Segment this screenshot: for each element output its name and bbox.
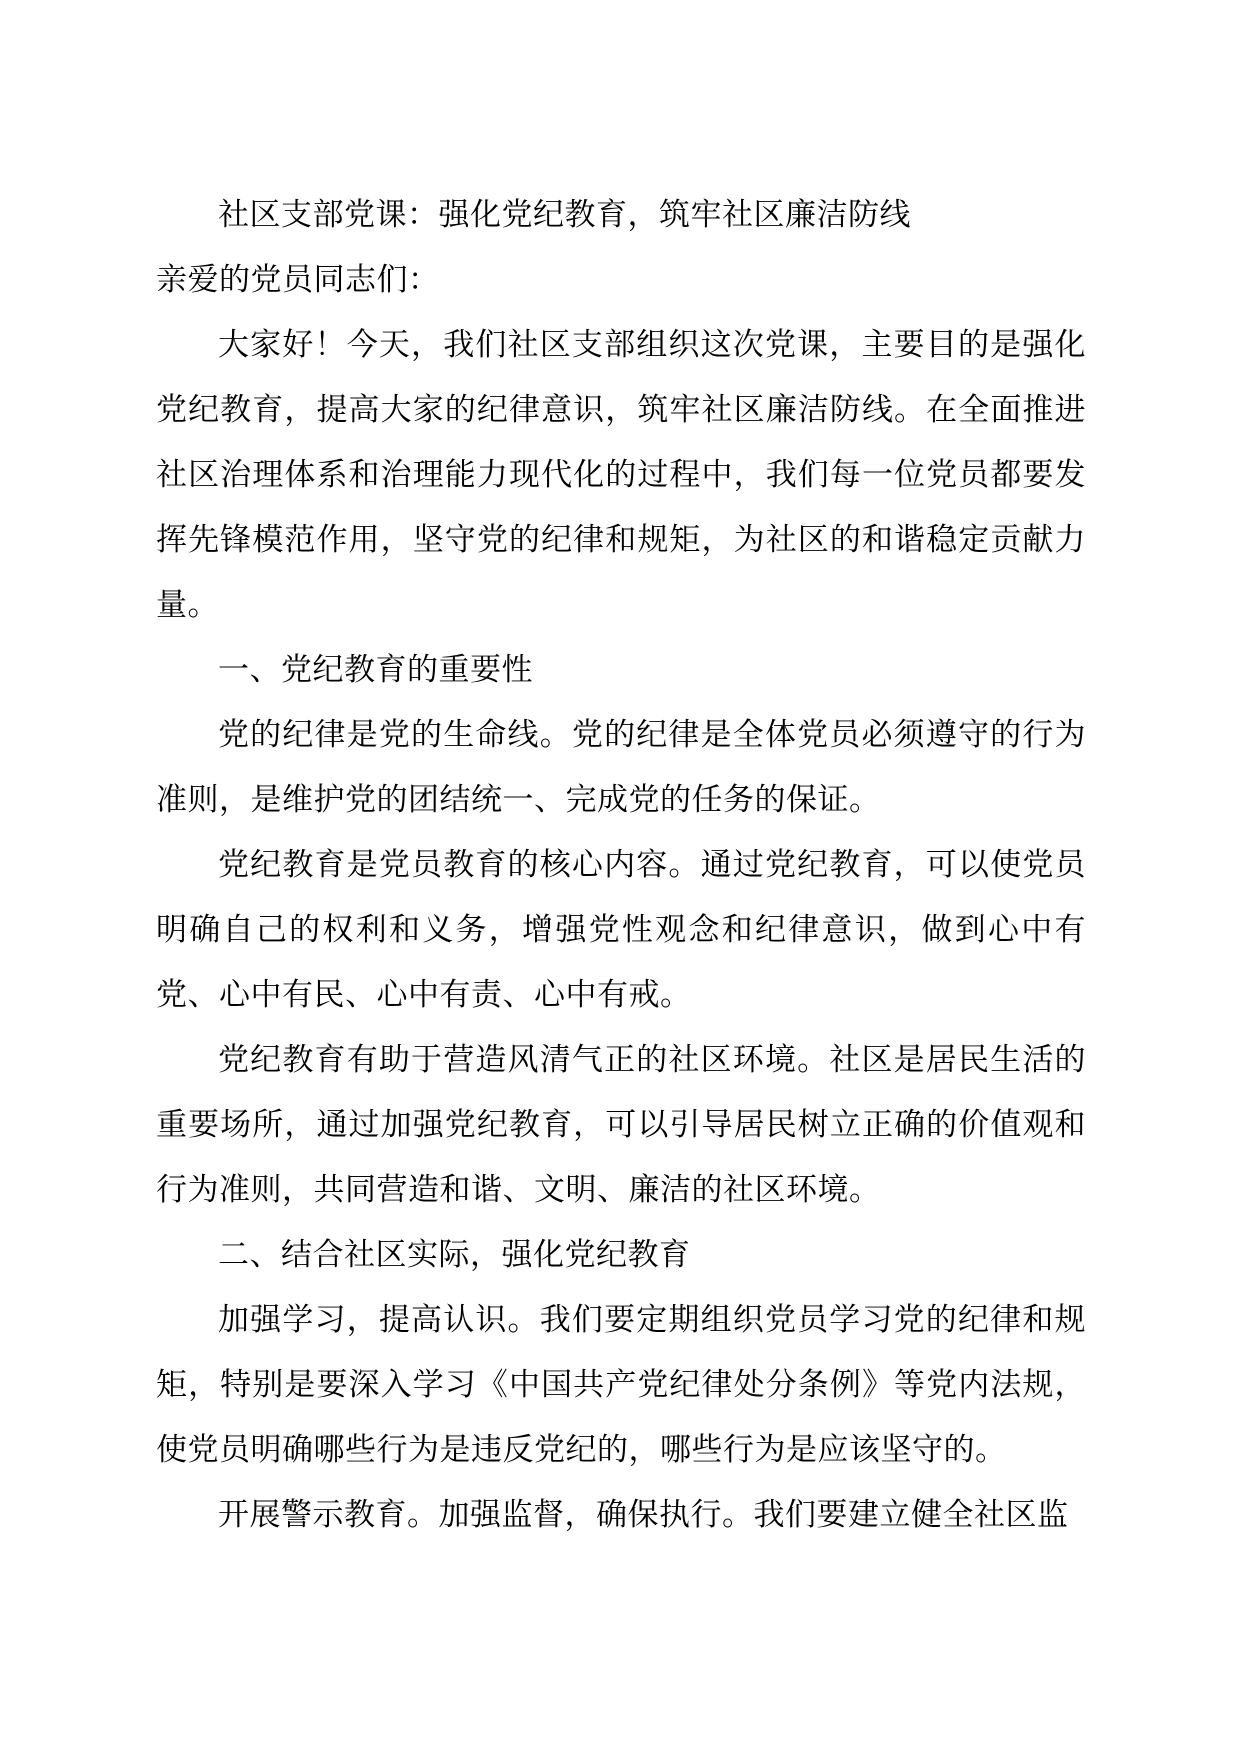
paragraph: 党的纪律是党的生命线。党的纪律是全体党员必须遵守的行为准则，是维护党的团结统一、完成党的任务的保证。 [156, 717, 1086, 818]
document-title: 社区支部党课：强化党纪教育，筑牢社区廉洁防线 [218, 197, 911, 233]
paragraph: 党纪教育有助于营造风清气正的社区环境。社区是居民生活的重要场所，通过加强党纪教育，可以引导居民树立正确的价值观和行为准则，共同营造和谐、文明、廉洁的社区环境。 [156, 1042, 1086, 1208]
section-heading-2: 二、结合社区实际，强化党纪教育 [218, 1237, 691, 1273]
paragraph: 党纪教育是党员教育的核心内容。通过党纪教育，可以使党员明确自己的权利和义务，增强党性观念和纪律意识，做到心中有党、心中有民、心中有责、心中有戒。 [156, 847, 1086, 1013]
paragraph: 加强学习，提高认识。我们要定期组织党员学习党的纪律和规矩，特别是要深入学习《中国共产党纪律处分条例》等党内法规，使党员明确哪些行为是违反党纪的，哪些行为是应该坚守的。 [156, 1302, 1086, 1468]
salutation: 亲爱的党员同志们： [156, 262, 440, 298]
section-heading-1: 一、党纪教育的重要性 [218, 652, 533, 688]
paragraph: 开展警示教育。加强监督，确保执行。我们要建立健全社区监 [218, 1497, 1069, 1533]
paragraph-intro: 大家好！今天，我们社区支部组织这次党课，主要目的是强化党纪教育，提高大家的纪律意识，筑牢社区廉洁防线。在全面推进社区治理体系和治理能力现代化的过程中，我们每一位党员都要发挥先锋模范作用，坚守党的纪律和规矩，为社区的和谐稳定贡献力量。 [156, 327, 1086, 623]
document-body [156, 183, 1086, 1548]
